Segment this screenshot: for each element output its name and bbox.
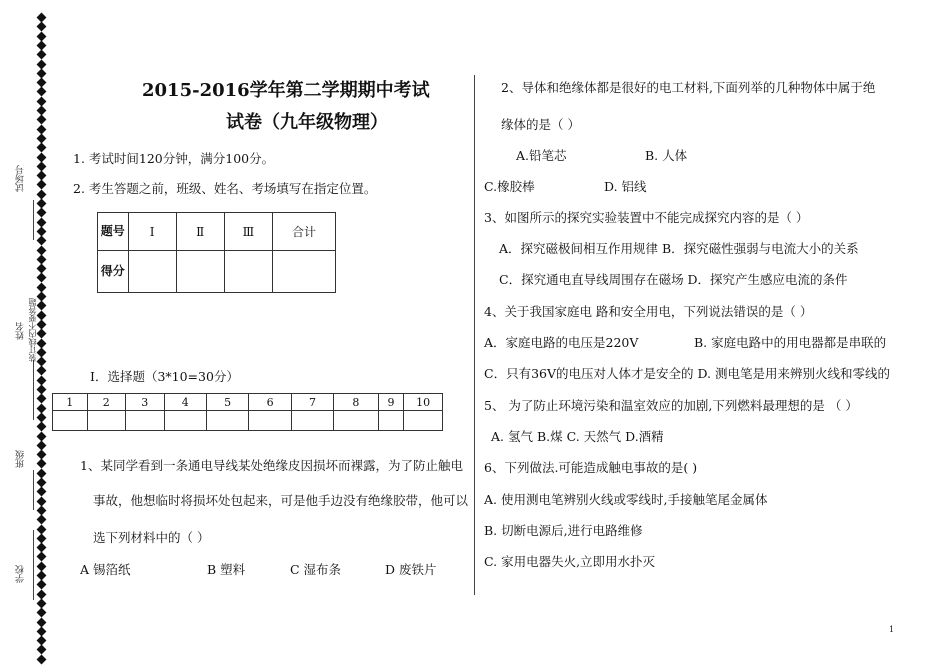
q1-option-c: C 湿布条 bbox=[290, 562, 342, 577]
q1-option-d: D 废铁片 bbox=[385, 562, 437, 577]
answer-number-cell: 7 bbox=[291, 394, 333, 411]
q2-option-a: A.铅笔芯 bbox=[516, 148, 567, 163]
q5-stem: 5、 为了防止环境污染和温室效应的加剧,下列燃料最理想的是 （ ） bbox=[484, 398, 858, 413]
score-table-header-score: 得分 bbox=[98, 251, 129, 293]
q6-stem: 6、下列做法.可能造成触电事故的是( ) bbox=[484, 460, 698, 475]
diamond-icon bbox=[37, 31, 47, 41]
diamond-icon bbox=[37, 366, 47, 376]
binding-line bbox=[33, 200, 34, 240]
answer-input-cell[interactable] bbox=[53, 411, 88, 431]
diamond-icon bbox=[37, 310, 47, 320]
diamond-icon bbox=[37, 515, 47, 525]
diamond-icon bbox=[37, 654, 47, 664]
binding-line bbox=[33, 360, 34, 420]
score-table-header-question: 题号 bbox=[98, 213, 129, 251]
diamond-icon bbox=[37, 580, 47, 590]
score-cell[interactable] bbox=[176, 251, 224, 293]
diamond-icon bbox=[37, 422, 47, 432]
q6-option-b: B. 切断电源后,进行电路维修 bbox=[484, 523, 643, 538]
q1-stem-cont: 选下列材料中的（ ） bbox=[93, 530, 210, 545]
diamond-icon bbox=[37, 273, 47, 283]
binding-label-name: 姓名 bbox=[16, 322, 26, 340]
answer-input-cell[interactable] bbox=[126, 411, 164, 431]
binding-label-class: 班级 bbox=[16, 450, 26, 468]
score-table-col: 合计 bbox=[273, 213, 336, 251]
score-table-col: Ⅰ bbox=[128, 213, 176, 251]
diamond-icon bbox=[37, 115, 47, 125]
q1-stem: 1、某同学看到一条通电导线某处绝缘皮因损坏而裸露，为了防止触电 bbox=[80, 458, 463, 473]
q1-option-b: B 塑料 bbox=[207, 562, 246, 577]
diamond-icon bbox=[37, 180, 47, 190]
diamond-icon bbox=[37, 589, 47, 599]
diamond-icon bbox=[37, 608, 47, 618]
q4-options-cd: C．只有36V的电压对人体才是安全的 D. 测电笔是用来辨别火线和零线的 bbox=[484, 366, 890, 381]
diamond-icon bbox=[37, 50, 47, 60]
answer-input-cell[interactable] bbox=[404, 411, 443, 431]
q6-option-a: A. 使用测电笔辨别火线或零线时,手接触笔尾金属体 bbox=[484, 492, 768, 507]
answer-input-cell[interactable] bbox=[378, 411, 404, 431]
page-number: 1 bbox=[889, 625, 895, 634]
diamond-icon bbox=[37, 329, 47, 339]
diamond-icon bbox=[37, 431, 47, 441]
q3-options-ab: A．探究磁极间相互作用规律 B．探究磁性强弱与电流大小的关系 bbox=[499, 241, 859, 256]
diamond-icon bbox=[37, 487, 47, 497]
score-cell[interactable] bbox=[128, 251, 176, 293]
diamond-icon bbox=[37, 143, 47, 153]
answer-input-cell[interactable] bbox=[206, 411, 248, 431]
instruction-2: 2. 考生答题之前，班级、姓名、考场填写在指定位置。 bbox=[73, 181, 377, 196]
q4-option-a: A．家庭电路的电压是220V bbox=[484, 335, 639, 350]
diamond-icon bbox=[37, 217, 47, 227]
answer-table bbox=[52, 393, 443, 431]
diamond-icon bbox=[37, 301, 47, 311]
q6-option-c: C. 家用电器失火,立即用水扑灭 bbox=[484, 554, 656, 569]
q4-stem: 4、关于我国家庭电 路和安全用电，下列说法错误的是（ ） bbox=[484, 304, 813, 319]
score-table-col: Ⅲ bbox=[224, 213, 272, 251]
q2-stem-cont: 缘体的是（ ） bbox=[501, 117, 580, 132]
diamond-icon bbox=[37, 394, 47, 404]
answer-input-cell[interactable] bbox=[291, 411, 333, 431]
diamond-icon bbox=[37, 87, 47, 97]
diamond-icon bbox=[37, 59, 47, 69]
score-cell[interactable] bbox=[224, 251, 272, 293]
answer-number-cell: 3 bbox=[126, 394, 164, 411]
page-title-line2: 试卷（九年级物理） bbox=[226, 112, 388, 133]
diamond-icon bbox=[37, 459, 47, 469]
q2-option-d: D. 铝线 bbox=[604, 179, 647, 194]
score-cell[interactable] bbox=[273, 251, 336, 293]
q2-stem: 2、导体和绝缘体都是很好的电工材料,下面列举的几种物体中属于绝 bbox=[501, 80, 876, 95]
q3-stem: 3、如图所示的探究实验装置中不能完成探究内容的是（ ） bbox=[484, 210, 809, 225]
diamond-icon bbox=[37, 245, 47, 255]
answer-input-cell[interactable] bbox=[164, 411, 206, 431]
binding-label-warning: 装订线内不要答题 bbox=[28, 298, 37, 362]
answer-number-cell: 6 bbox=[249, 394, 291, 411]
diamond-icon bbox=[37, 338, 47, 348]
diamond-icon bbox=[37, 124, 47, 134]
q2-option-c: C.橡胶棒 bbox=[484, 179, 535, 194]
answer-number-cell: 2 bbox=[87, 394, 125, 411]
diamond-icon bbox=[37, 524, 47, 534]
answer-number-cell: 8 bbox=[334, 394, 378, 411]
q2-option-b: B. 人体 bbox=[645, 148, 688, 163]
diamond-icon bbox=[37, 403, 47, 413]
answer-input-cell[interactable] bbox=[249, 411, 291, 431]
page-title-line1: 2015-2016学年第二学期期中考试 bbox=[142, 80, 430, 101]
answer-input-cell[interactable] bbox=[87, 411, 125, 431]
binding-line bbox=[33, 470, 34, 510]
instruction-1: 1. 考试时间120分钟，满分100分。 bbox=[73, 151, 275, 166]
q4-option-b: B. 家庭电路中的用电器都是串联的 bbox=[694, 335, 887, 350]
binding-label-school: 学校 bbox=[16, 565, 26, 583]
diamond-icon bbox=[37, 208, 47, 218]
diamond-icon bbox=[37, 645, 47, 655]
diamond-icon bbox=[37, 152, 47, 162]
q5-options: A. 氢气 B.煤 C. 天然气 D.酒精 bbox=[491, 429, 664, 444]
q3-options-cd: C．探究通电直导线周围存在磁场 D．探究产生感应电流的条件 bbox=[499, 272, 848, 287]
binding-label-exam-room: 试场号 bbox=[16, 165, 26, 192]
answer-number-cell: 5 bbox=[206, 394, 248, 411]
diamond-icon bbox=[37, 617, 47, 627]
answer-number-cell: 4 bbox=[164, 394, 206, 411]
score-table-col: Ⅱ bbox=[176, 213, 224, 251]
score-table bbox=[97, 212, 336, 293]
diamond-icon bbox=[37, 236, 47, 246]
answer-input-cell[interactable] bbox=[334, 411, 378, 431]
q1-option-a: A 锡箔纸 bbox=[80, 562, 131, 577]
column-divider bbox=[474, 75, 475, 595]
diamond-icon bbox=[37, 552, 47, 562]
diamond-icon bbox=[37, 22, 47, 32]
answer-number-cell: 1 bbox=[53, 394, 88, 411]
diamond-icon bbox=[37, 496, 47, 506]
q1-stem-cont: 事故，他想临时将损坏处包起来，可是他手边没有绝缘胶带，他可以 bbox=[93, 493, 469, 508]
answer-number-cell: 9 bbox=[378, 394, 404, 411]
binding-line bbox=[33, 530, 34, 600]
answer-number-cell: 10 bbox=[404, 394, 443, 411]
section1-heading: Ⅰ．选择题（3*10=30分） bbox=[90, 369, 239, 384]
